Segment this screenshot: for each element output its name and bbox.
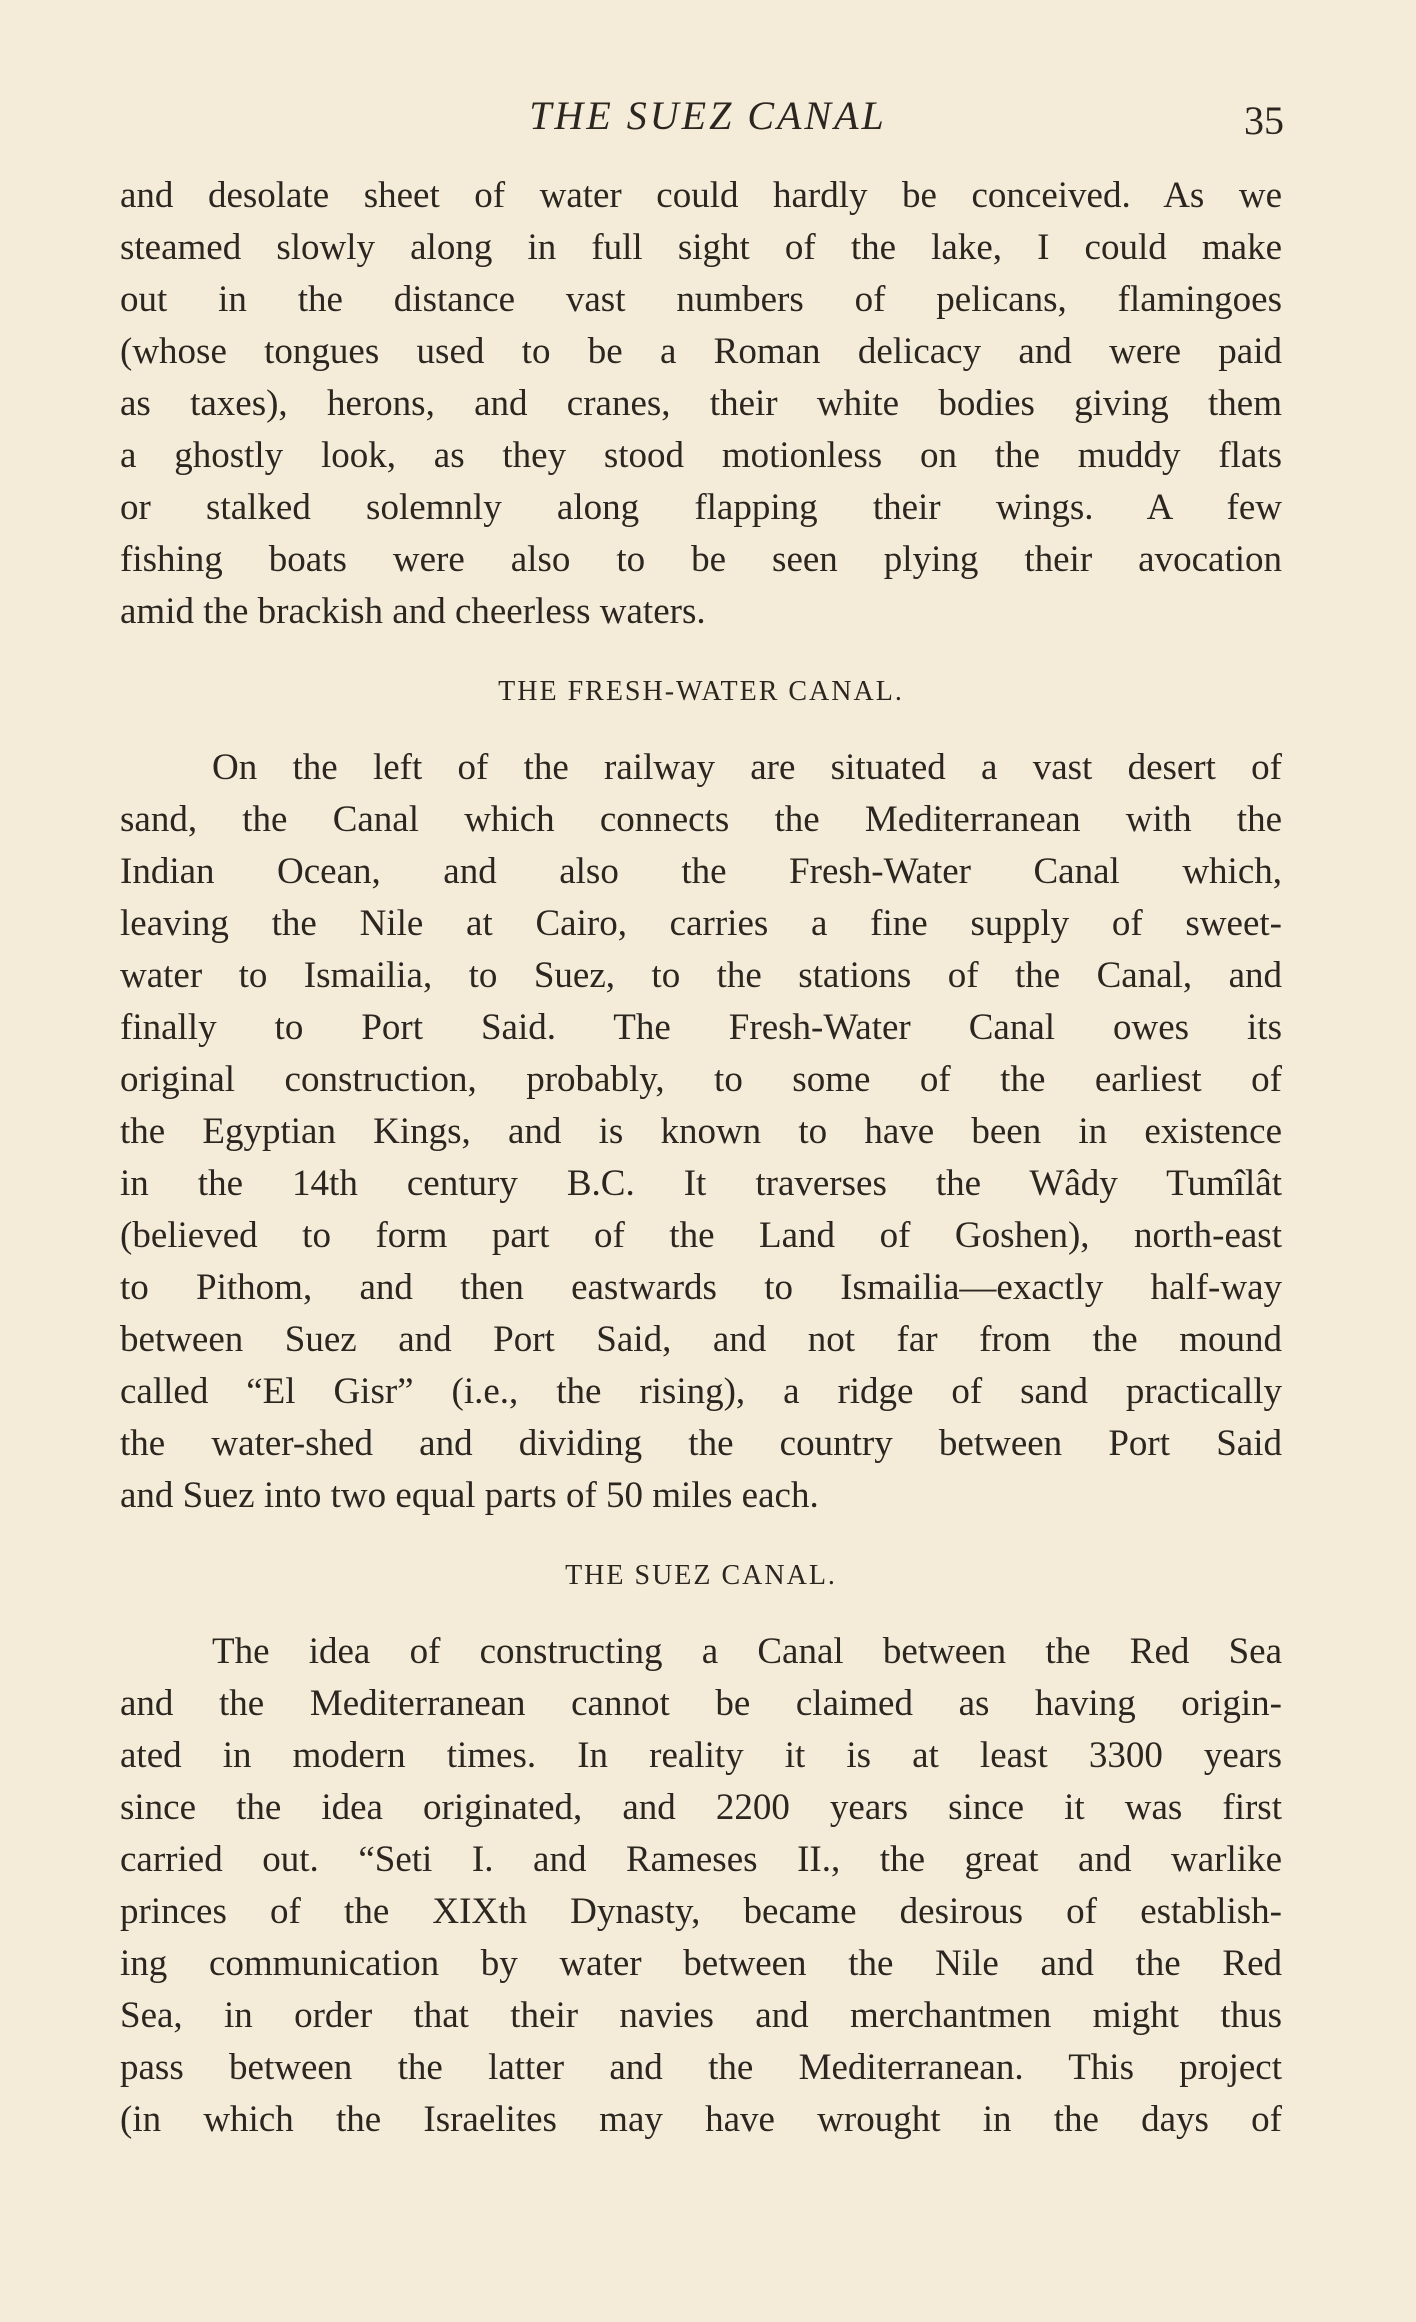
- section-heading-fresh-water-canal: THE FRESH-WATER CANAL.: [498, 676, 904, 707]
- text-line: sand, the Canal which connects the Mediterranean with the: [120, 799, 1282, 840]
- text-line: or stalked solemnly along flapping their wings. A few: [120, 487, 1282, 528]
- text-line: and Suez into two equal parts of 50 miles each.: [120, 1475, 819, 1516]
- section-heading-suez-canal: THE SUEZ CANAL.: [565, 1560, 837, 1591]
- text-line: The idea of constructing a Canal between the Red Sea: [212, 1631, 1282, 1672]
- text-line: finally to Port Said. The Fresh-Water Canal owes its: [120, 1007, 1282, 1048]
- text-line: and desolate sheet of water could hardly be conceived. As we: [120, 175, 1282, 216]
- text-line: water to Ismailia, to Suez, to the stations of the Canal, and: [120, 955, 1282, 996]
- running-title: THE SUEZ CANAL: [529, 93, 887, 138]
- body-text: [120, 170, 1282, 2146]
- text-line: (in which the Israelites may have wrought in the days of: [120, 2099, 1282, 2140]
- text-line: ated in modern times. In reality it is at least 3300 years: [120, 1735, 1282, 1776]
- text-line: out in the distance vast numbers of pelicans, flamingoes: [120, 279, 1282, 320]
- text-line: Sea, in order that their navies and merchantmen might thus: [120, 1995, 1282, 2036]
- text-line: a ghostly look, as they stood motionless on the muddy flats: [120, 435, 1282, 476]
- text-line: steamed slowly along in full sight of the lake, I could make: [120, 227, 1282, 268]
- text-line: called “El Gisr” (i.e., the rising), a ridge of sand practically: [120, 1371, 1282, 1412]
- text-line: between Suez and Port Said, and not far from the mound: [120, 1319, 1282, 1360]
- text-line: ing communication by water between the Nile and the Red: [120, 1943, 1282, 1984]
- text-line: fishing boats were also to be seen plying their avocation: [120, 539, 1282, 580]
- paragraph-3: [120, 1626, 1282, 2146]
- text-line: On the left of the railway are situated a vast desert of: [212, 747, 1282, 788]
- text-line: (whose tongues used to be a Roman delicacy and were paid: [120, 331, 1282, 372]
- text-line: amid the brackish and cheerless waters.: [120, 591, 706, 632]
- text-line: as taxes), herons, and cranes, their white bodies giving them: [120, 383, 1282, 424]
- text-line: pass between the latter and the Mediterranean. This project: [120, 2047, 1282, 2088]
- running-head: [0, 86, 1416, 146]
- text-line: the Egyptian Kings, and is known to have been in existence: [120, 1111, 1282, 1152]
- paragraph-1: [120, 170, 1282, 638]
- text-line: and the Mediterranean cannot be claimed as having origin-: [120, 1683, 1282, 1724]
- text-line: in the 14th century B.C. It traverses the Wâdy Tumîlât: [120, 1163, 1282, 1204]
- text-line: to Pithom, and then eastwards to Ismailia—exactly half-way: [120, 1267, 1282, 1308]
- text-line: (believed to form part of the Land of Goshen), north-east: [120, 1215, 1282, 1256]
- text-line: carried out. “Seti I. and Rameses II., the great and warlike: [120, 1839, 1282, 1880]
- text-line: princes of the XIXth Dynasty, became desirous of establish-: [120, 1891, 1282, 1932]
- text-line: Indian Ocean, and also the Fresh-Water Canal which,: [120, 851, 1282, 892]
- page-number: 35: [1244, 98, 1284, 143]
- paragraph-2: [120, 742, 1282, 1522]
- text-line: since the idea originated, and 2200 years since it was first: [120, 1787, 1282, 1828]
- text-line: original construction, probably, to some of the earliest of: [120, 1059, 1282, 1100]
- text-line: leaving the Nile at Cairo, carries a fine supply of sweet-: [120, 903, 1282, 944]
- text-line: the water-shed and dividing the country between Port Said: [120, 1423, 1282, 1464]
